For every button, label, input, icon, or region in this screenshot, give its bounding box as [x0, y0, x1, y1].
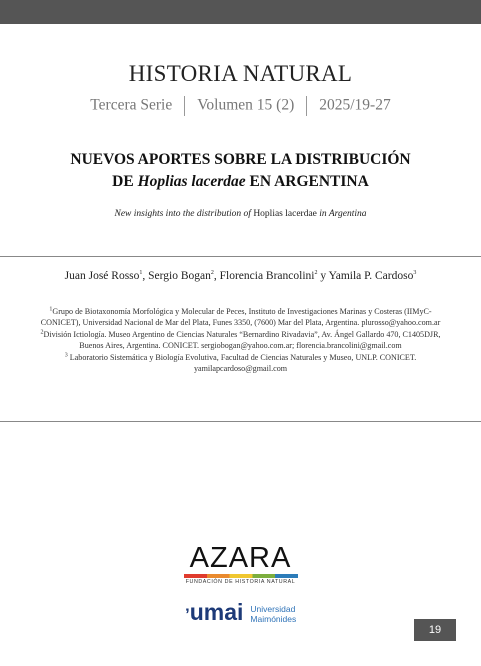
volume-label: Volumen 15 (2) — [197, 96, 295, 114]
divider-bottom — [0, 421, 481, 422]
article-title-line2 — [0, 171, 481, 193]
azara-logo — [0, 543, 481, 585]
author: Juan José Rosso$^1$, — [64, 270, 149, 282]
azara-logo-tagline: FUNDACIÓN DE HISTORIA NATURAL — [185, 579, 296, 585]
author: Florencia Brancolini$^2$ y — [219, 270, 329, 282]
series-label: Tercera Serie — [90, 96, 173, 114]
affiliation-item: $^3$ Laboratorio Sistemática y Biología Evolutiva, Facultad de Ciencias Naturales y Museo, UNLP. CONICET. yamilapcardoso@gmail.com — [64, 352, 417, 373]
divider-top — [0, 256, 481, 257]
author: Sergio Bogan$^2$, — [148, 270, 220, 282]
umai-logo-wordmark: ’umai — [185, 599, 244, 625]
title-species: Hoplias lacerdae — [137, 173, 246, 190]
title-text: EN ARGENTINA — [245, 173, 369, 190]
umai-logo-subtitle — [250, 604, 296, 624]
azara-logo-wordmark: AZARA — [189, 542, 292, 574]
affiliation-item: $^2$División Ictiología. Museo Argentino de Ciencias Naturales “Bernardino Rivadavia”, Av. Ángel Gallardo 470, C1405DJR, Buenos Aires, Argentina. CONICET. sergiobogan@yahoo.com.ar; florencia.brancolini@gmail.com — [40, 329, 441, 350]
umai-logo — [185, 600, 296, 627]
journal-title: HISTORIA NATURAL — [128, 61, 353, 86]
journal-series-line — [0, 96, 481, 116]
subtitle-text: New insights into the distribution of — [114, 209, 254, 219]
subtitle-species: Hoplias lacerdae — [253, 209, 317, 219]
umai-line1: Universidad — [250, 603, 296, 614]
year-pages-label: 2025/19-27 — [319, 96, 391, 114]
header-bar — [0, 0, 481, 24]
author: Yamila P. Cardoso$^3$ — [328, 270, 417, 282]
article-subtitle — [0, 209, 481, 219]
author-list — [0, 270, 481, 282]
article-title-line1: NUEVOS APORTES SOBRE LA DISTRIBUCIÓN — [70, 151, 411, 168]
title-text: DE — [112, 173, 138, 190]
series-divider — [306, 96, 307, 116]
page-number: 19 — [414, 619, 456, 641]
affiliation-item: $^1$Grupo de Biotaxonomía Morfológica y Molecular de Peces, Instituto de Investigaciones Marinas y Costeras (IIMyC-CONICET), Universidad Nacional de Mar del Plata, Funes 3350, (7600) Mar del Plata, Argentina. plurosso@yahoo.com.ar — [40, 306, 441, 327]
series-divider — [184, 96, 185, 116]
article-title — [0, 149, 481, 193]
subtitle-text: in Argentina — [316, 209, 367, 219]
umai-line2: Maimónides — [250, 613, 297, 624]
azara-color-stripe — [184, 574, 298, 578]
affiliations — [30, 306, 451, 375]
